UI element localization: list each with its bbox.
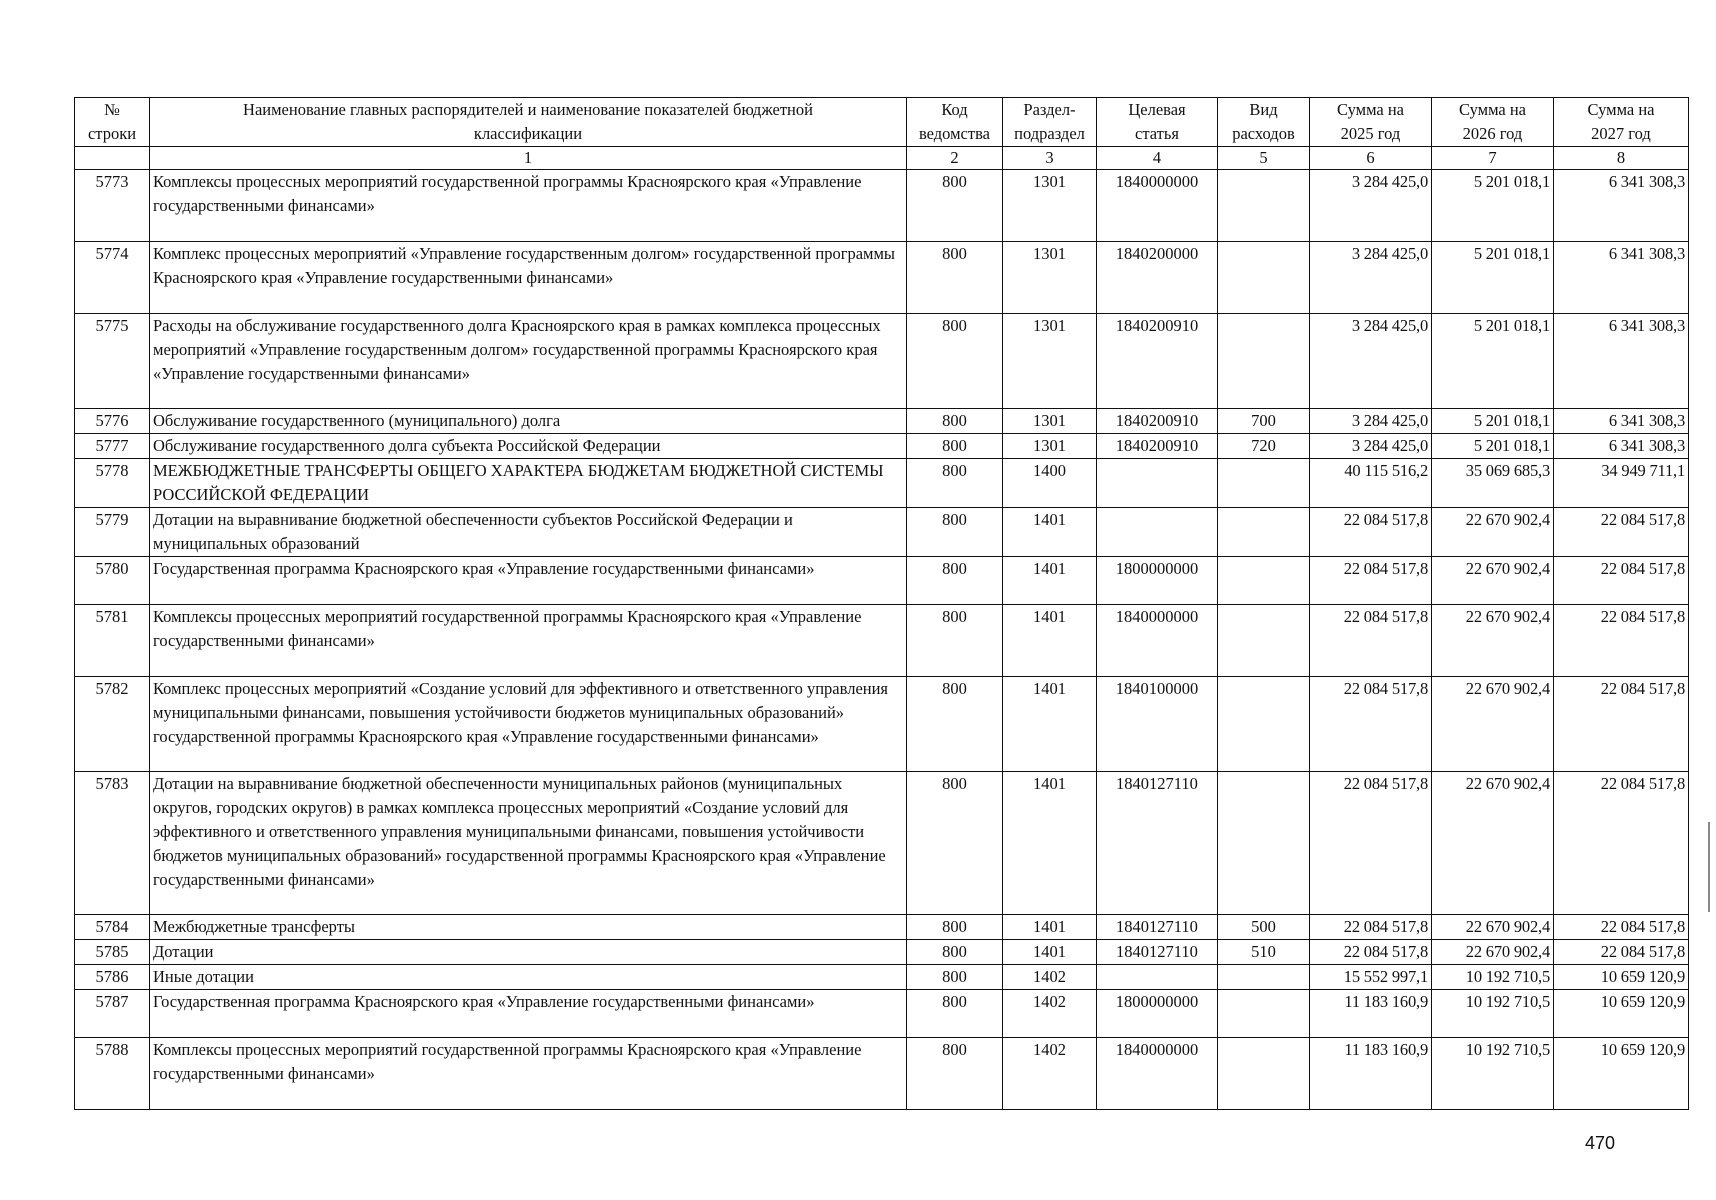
column-number: 8 <box>1554 147 1689 170</box>
sum-2027: 22 084 517,8 <box>1554 677 1689 772</box>
header-name: Наименование главных распорядителей и наименование показателей бюджетной классификации <box>150 98 907 147</box>
row-number: 5774 <box>75 242 150 314</box>
dept-code: 800 <box>907 772 1003 915</box>
sum-2025: 15 552 997,1 <box>1310 965 1432 990</box>
sum-2027: 22 084 517,8 <box>1554 508 1689 557</box>
header-expense-type: Вид расходов <box>1218 98 1310 147</box>
expense-type <box>1218 772 1310 915</box>
sum-2026: 22 670 902,4 <box>1432 772 1554 915</box>
section-code: 1301 <box>1003 314 1097 409</box>
sum-2027: 6 341 308,3 <box>1554 314 1689 409</box>
column-number: 7 <box>1432 147 1554 170</box>
sum-2026: 22 670 902,4 <box>1432 940 1554 965</box>
column-number: 2 <box>907 147 1003 170</box>
sum-2026: 22 670 902,4 <box>1432 605 1554 677</box>
item-name: Дотации на выравнивание бюджетной обеспеченности муниципальных районов (муниципальных округов, городских округов) в рамках комплекса процессных мероприятий «Создание условий для эффективного и ответственного управления муниципальными финансами, повышения устойчивости бюджетов муниципальных образований» государственной программы Красноярского края «Управление государственными финансами» <box>150 772 907 915</box>
section-code: 1402 <box>1003 990 1097 1038</box>
table-row <box>75 990 1689 1038</box>
section-code: 1402 <box>1003 1038 1097 1110</box>
sum-2026: 5 201 018,1 <box>1432 242 1554 314</box>
item-name: Комплекс процессных мероприятий «Создание условий для эффективного и ответственного управления муниципальными финансами, повышения устойчивости бюджетов муниципальных образований» государственной программы Красноярского края «Управление государственными финансами» <box>150 677 907 772</box>
sum-2025: 22 084 517,8 <box>1310 605 1432 677</box>
row-number: 5773 <box>75 170 150 242</box>
expense-type <box>1218 242 1310 314</box>
expense-type: 500 <box>1218 915 1310 940</box>
column-number: 1 <box>150 147 907 170</box>
target-article: 1840127110 <box>1097 772 1218 915</box>
header-row <box>75 98 1689 147</box>
expense-type: 700 <box>1218 409 1310 434</box>
sum-2027: 34 949 711,1 <box>1554 459 1689 508</box>
expense-type <box>1218 1038 1310 1110</box>
sum-2026: 35 069 685,3 <box>1432 459 1554 508</box>
dept-code: 800 <box>907 990 1003 1038</box>
expense-type <box>1218 170 1310 242</box>
table-row <box>75 557 1689 605</box>
column-number-row <box>75 147 1689 170</box>
row-number: 5777 <box>75 434 150 459</box>
item-name: Обслуживание государственного долга субъекта Российской Федерации <box>150 434 907 459</box>
budget-table <box>74 97 1689 1110</box>
section-code: 1402 <box>1003 965 1097 990</box>
sum-2025: 11 183 160,9 <box>1310 990 1432 1038</box>
sum-2027: 6 341 308,3 <box>1554 434 1689 459</box>
column-number: 4 <box>1097 147 1218 170</box>
target-article <box>1097 459 1218 508</box>
header-sum-2026: Сумма на 2026 год <box>1432 98 1554 147</box>
sum-2026: 22 670 902,4 <box>1432 557 1554 605</box>
sum-2025: 3 284 425,0 <box>1310 242 1432 314</box>
item-name: Государственная программа Красноярского края «Управление государственными финансами» <box>150 557 907 605</box>
section-code: 1401 <box>1003 557 1097 605</box>
header-section: Раздел- подраздел <box>1003 98 1097 147</box>
target-article: 1840127110 <box>1097 940 1218 965</box>
table-row <box>75 772 1689 915</box>
table-row <box>75 508 1689 557</box>
row-number: 5776 <box>75 409 150 434</box>
column-number: 5 <box>1218 147 1310 170</box>
table-row <box>75 677 1689 772</box>
sum-2025: 22 084 517,8 <box>1310 772 1432 915</box>
row-number: 5780 <box>75 557 150 605</box>
header-sum-2025: Сумма на 2025 год <box>1310 98 1432 147</box>
row-number: 5783 <box>75 772 150 915</box>
dept-code: 800 <box>907 434 1003 459</box>
item-name: Межбюджетные трансферты <box>150 915 907 940</box>
header-dept-code: Код ведомства <box>907 98 1003 147</box>
row-number: 5778 <box>75 459 150 508</box>
header-sum-2027: Сумма на 2027 год <box>1554 98 1689 147</box>
item-name: Комплексы процессных мероприятий государственной программы Красноярского края «Управление государственными финансами» <box>150 170 907 242</box>
expense-type <box>1218 990 1310 1038</box>
sum-2025: 3 284 425,0 <box>1310 170 1432 242</box>
sum-2027: 22 084 517,8 <box>1554 557 1689 605</box>
expense-type <box>1218 508 1310 557</box>
sum-2025: 3 284 425,0 <box>1310 409 1432 434</box>
column-number: 6 <box>1310 147 1432 170</box>
section-code: 1301 <box>1003 409 1097 434</box>
dept-code: 800 <box>907 557 1003 605</box>
section-code: 1301 <box>1003 170 1097 242</box>
sum-2026: 5 201 018,1 <box>1432 170 1554 242</box>
table-row <box>75 965 1689 990</box>
section-code: 1401 <box>1003 772 1097 915</box>
row-number: 5785 <box>75 940 150 965</box>
expense-type <box>1218 605 1310 677</box>
table-row <box>75 434 1689 459</box>
sum-2026: 22 670 902,4 <box>1432 508 1554 557</box>
target-article <box>1097 508 1218 557</box>
dept-code: 800 <box>907 965 1003 990</box>
dept-code: 800 <box>907 915 1003 940</box>
sum-2027: 6 341 308,3 <box>1554 409 1689 434</box>
dept-code: 800 <box>907 409 1003 434</box>
dept-code: 800 <box>907 1038 1003 1110</box>
target-article: 1840127110 <box>1097 915 1218 940</box>
sum-2025: 3 284 425,0 <box>1310 434 1432 459</box>
table-row <box>75 170 1689 242</box>
item-name: Комплексы процессных мероприятий государственной программы Красноярского края «Управление государственными финансами» <box>150 605 907 677</box>
expense-type <box>1218 677 1310 772</box>
sum-2027: 10 659 120,9 <box>1554 965 1689 990</box>
row-number: 5784 <box>75 915 150 940</box>
section-code: 1301 <box>1003 434 1097 459</box>
item-name: Иные дотации <box>150 965 907 990</box>
dept-code: 800 <box>907 605 1003 677</box>
sum-2026: 22 670 902,4 <box>1432 915 1554 940</box>
target-article: 1840000000 <box>1097 605 1218 677</box>
table-row <box>75 314 1689 409</box>
section-code: 1401 <box>1003 508 1097 557</box>
sum-2025: 22 084 517,8 <box>1310 915 1432 940</box>
sum-2026: 5 201 018,1 <box>1432 314 1554 409</box>
target-article: 1840200910 <box>1097 314 1218 409</box>
budget-table-container <box>74 97 1688 1110</box>
expense-type <box>1218 557 1310 605</box>
expense-type <box>1218 459 1310 508</box>
sum-2026: 5 201 018,1 <box>1432 409 1554 434</box>
sum-2027: 22 084 517,8 <box>1554 940 1689 965</box>
row-number: 5786 <box>75 965 150 990</box>
sum-2025: 11 183 160,9 <box>1310 1038 1432 1110</box>
header-target-article: Целевая статья <box>1097 98 1218 147</box>
expense-type <box>1218 314 1310 409</box>
row-number: 5781 <box>75 605 150 677</box>
target-article: 1840100000 <box>1097 677 1218 772</box>
column-number <box>75 147 150 170</box>
table-row <box>75 1038 1689 1110</box>
dept-code: 800 <box>907 677 1003 772</box>
sum-2026: 10 192 710,5 <box>1432 990 1554 1038</box>
item-name: Обслуживание государственного (муниципального) долга <box>150 409 907 434</box>
target-article <box>1097 965 1218 990</box>
target-article: 1840200910 <box>1097 409 1218 434</box>
dept-code: 800 <box>907 940 1003 965</box>
sum-2027: 6 341 308,3 <box>1554 170 1689 242</box>
scan-edge-mark <box>1708 822 1710 912</box>
sum-2025: 3 284 425,0 <box>1310 314 1432 409</box>
table-row <box>75 605 1689 677</box>
section-code: 1301 <box>1003 242 1097 314</box>
item-name: Государственная программа Красноярского края «Управление государственными финансами» <box>150 990 907 1038</box>
sum-2025: 22 084 517,8 <box>1310 940 1432 965</box>
section-code: 1401 <box>1003 677 1097 772</box>
row-number: 5779 <box>75 508 150 557</box>
sum-2026: 10 192 710,5 <box>1432 1038 1554 1110</box>
section-code: 1401 <box>1003 940 1097 965</box>
row-number: 5788 <box>75 1038 150 1110</box>
sum-2025: 40 115 516,2 <box>1310 459 1432 508</box>
table-row <box>75 940 1689 965</box>
target-article: 1800000000 <box>1097 990 1218 1038</box>
header-row-number: № строки <box>75 98 150 147</box>
item-name: Комплексы процессных мероприятий государственной программы Красноярского края «Управление государственными финансами» <box>150 1038 907 1110</box>
target-article: 1840000000 <box>1097 170 1218 242</box>
item-name: Дотации на выравнивание бюджетной обеспеченности субъектов Российской Федерации и муниципальных образований <box>150 508 907 557</box>
page-number: 470 <box>1585 1133 1616 1153</box>
table-row <box>75 915 1689 940</box>
row-number: 5787 <box>75 990 150 1038</box>
sum-2025: 22 084 517,8 <box>1310 677 1432 772</box>
table-row <box>75 459 1689 508</box>
row-number: 5782 <box>75 677 150 772</box>
sum-2027: 10 659 120,9 <box>1554 1038 1689 1110</box>
section-code: 1400 <box>1003 459 1097 508</box>
sum-2027: 10 659 120,9 <box>1554 990 1689 1038</box>
sum-2027: 6 341 308,3 <box>1554 242 1689 314</box>
section-code: 1401 <box>1003 605 1097 677</box>
sum-2025: 22 084 517,8 <box>1310 557 1432 605</box>
sum-2025: 22 084 517,8 <box>1310 508 1432 557</box>
sum-2026: 22 670 902,4 <box>1432 677 1554 772</box>
sum-2027: 22 084 517,8 <box>1554 772 1689 915</box>
target-article: 1840000000 <box>1097 1038 1218 1110</box>
table-row <box>75 242 1689 314</box>
section-code: 1401 <box>1003 915 1097 940</box>
column-number: 3 <box>1003 147 1097 170</box>
item-name: Расходы на обслуживание государственного долга Красноярского края в рамках комплекса процессных мероприятий «Управление государственным долгом» государственной программы Красноярского края «Управление государственными финансами» <box>150 314 907 409</box>
dept-code: 800 <box>907 508 1003 557</box>
sum-2026: 5 201 018,1 <box>1432 434 1554 459</box>
dept-code: 800 <box>907 170 1003 242</box>
sum-2027: 22 084 517,8 <box>1554 605 1689 677</box>
dept-code: 800 <box>907 459 1003 508</box>
item-name: Комплекс процессных мероприятий «Управление государственным долгом» государственной программы Красноярского края «Управление государственными финансами» <box>150 242 907 314</box>
target-article: 1840200000 <box>1097 242 1218 314</box>
item-name: МЕЖБЮДЖЕТНЫЕ ТРАНСФЕРТЫ ОБЩЕГО ХАРАКТЕРА БЮДЖЕТАМ БЮДЖЕТНОЙ СИСТЕМЫ РОССИЙСКОЙ ФЕДЕРАЦИИ <box>150 459 907 508</box>
dept-code: 800 <box>907 242 1003 314</box>
row-number: 5775 <box>75 314 150 409</box>
expense-type: 720 <box>1218 434 1310 459</box>
table-row <box>75 409 1689 434</box>
target-article: 1800000000 <box>1097 557 1218 605</box>
sum-2027: 22 084 517,8 <box>1554 915 1689 940</box>
item-name: Дотации <box>150 940 907 965</box>
sum-2026: 10 192 710,5 <box>1432 965 1554 990</box>
expense-type <box>1218 965 1310 990</box>
expense-type: 510 <box>1218 940 1310 965</box>
target-article: 1840200910 <box>1097 434 1218 459</box>
dept-code: 800 <box>907 314 1003 409</box>
